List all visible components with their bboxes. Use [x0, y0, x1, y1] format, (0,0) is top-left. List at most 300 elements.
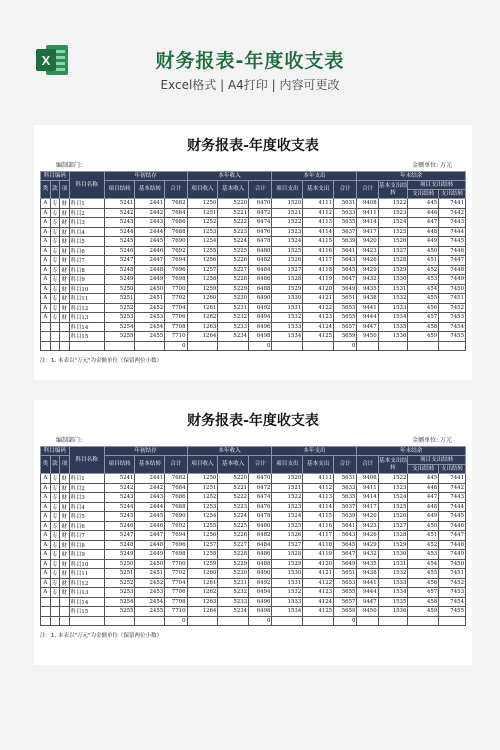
- header-basic-bal: 基本结转: [135, 181, 165, 199]
- table-cell: 5246: [104, 521, 135, 531]
- table-cell: 7710: [165, 332, 187, 342]
- table-cell: 454: [408, 284, 439, 294]
- table-cell: 5246: [104, 246, 135, 256]
- table-cell: 财: [60, 578, 70, 588]
- table-cell: 5651: [334, 294, 357, 304]
- footnote: 注：1. 本表以"万元"为金额单位（保留两位小数）: [40, 358, 163, 364]
- table-cell: 1533: [378, 578, 408, 588]
- table-cell: 6488: [249, 284, 272, 294]
- table-cell: 专: [50, 313, 60, 323]
- table-cell: 财: [60, 540, 70, 550]
- table-cell: 5641: [334, 521, 357, 531]
- table-cell: 1534: [272, 332, 303, 342]
- table-cell: 1251: [187, 483, 218, 493]
- header-proj-exp: 项目支出: [272, 456, 303, 474]
- table-cell: 9426: [357, 531, 378, 541]
- unit-label: 金额单位: 万元: [412, 437, 452, 444]
- table-cell: [187, 341, 218, 351]
- table-cell: 6472: [249, 208, 272, 218]
- table-cell: 科目9: [69, 550, 104, 560]
- table-cell: 5245: [104, 512, 135, 522]
- table-cell: 科目15: [69, 332, 104, 342]
- table-cell: 5249: [104, 550, 135, 560]
- table-cell: 5225: [218, 246, 249, 256]
- table-cell: 专: [50, 512, 60, 522]
- header-lei: 类: [41, 181, 51, 199]
- table-cell: 5244: [104, 502, 135, 512]
- table-cell: 2445: [135, 512, 165, 522]
- header-total-2: 合计: [249, 181, 272, 199]
- table-cell: 专: [50, 474, 60, 484]
- table-cell: 5637: [334, 502, 357, 512]
- table-cell: 7684: [165, 208, 187, 218]
- table-cell: 5241: [104, 199, 135, 209]
- table-cell: [303, 341, 334, 351]
- table-cell: 4118: [303, 265, 334, 275]
- table-cell: 5633: [334, 208, 357, 218]
- table-row: [41, 474, 466, 484]
- header-closing: 年末结余: [357, 172, 466, 181]
- table-cell: A: [41, 559, 51, 569]
- table-cell: 科目11: [69, 569, 104, 579]
- table-cell: 1534: [378, 313, 408, 323]
- table-cell: 2455: [135, 607, 165, 617]
- header-total-3: 合计: [334, 181, 357, 199]
- table-cell: 5233: [218, 322, 249, 332]
- table-cell: 454: [408, 559, 439, 569]
- table-cell: 5649: [334, 559, 357, 569]
- table-cell: 科目9: [69, 275, 104, 285]
- table-cell: 445: [408, 474, 439, 484]
- table-cell: 7443: [439, 218, 466, 228]
- table-cell: 6470: [249, 474, 272, 484]
- table-cell: 1529: [378, 540, 408, 550]
- table-cell: 5230: [218, 294, 249, 304]
- table-cell: 科目13: [69, 313, 104, 323]
- header-proj-expbal: 项目支出结转: [408, 456, 466, 465]
- table-cell: 专: [50, 256, 60, 266]
- table-cell: 6476: [249, 502, 272, 512]
- table-cell: 6474: [249, 218, 272, 228]
- table-cell: 1527: [272, 265, 303, 275]
- table-cell: 449: [408, 237, 439, 247]
- table-cell: A: [41, 588, 51, 598]
- table-cell: 457: [408, 313, 439, 323]
- table-cell: 9441: [357, 578, 378, 588]
- table-cell: 科目1: [69, 474, 104, 484]
- header-total-4: 合计: [357, 456, 378, 474]
- header-total-4: 合计: [357, 181, 378, 199]
- table-cell: [41, 341, 51, 351]
- table-cell: 7446: [439, 246, 466, 256]
- table-cell: [439, 341, 466, 351]
- table-cell: 1528: [378, 256, 408, 266]
- table-cell: 专: [50, 578, 60, 588]
- table-cell: 446: [408, 483, 439, 493]
- finance-table: [40, 171, 466, 351]
- table-row: [41, 578, 466, 588]
- table-cell: 447: [408, 493, 439, 503]
- table-cell: 5232: [218, 313, 249, 323]
- table-cell: 5643: [334, 531, 357, 541]
- table-cell: 5224: [218, 512, 249, 522]
- header-income: 本年收入: [187, 447, 272, 456]
- unit-label: 金额单位: 万元: [412, 162, 452, 169]
- table-cell: 0: [165, 341, 187, 351]
- table-cell: 7449: [439, 550, 466, 560]
- table-cell: 4123: [303, 588, 334, 598]
- table-cell: A: [41, 303, 51, 313]
- table-cell: 5647: [334, 550, 357, 560]
- table-cell: 1258: [187, 275, 218, 285]
- table-cell: 7454: [439, 322, 466, 332]
- table-cell: 1260: [187, 569, 218, 579]
- table-cell: 1531: [378, 284, 408, 294]
- table-cell: 5255: [104, 332, 135, 342]
- table-cell: 1520: [272, 199, 303, 209]
- sheet-page-2: [34, 400, 472, 665]
- table-cell: 7445: [439, 512, 466, 522]
- table-cell: 4116: [303, 246, 334, 256]
- table-cell: 2445: [135, 237, 165, 247]
- table-cell: 6496: [249, 597, 272, 607]
- table-cell: 5229: [218, 559, 249, 569]
- table-cell: 专: [50, 237, 60, 247]
- table-cell: 5248: [104, 540, 135, 550]
- table-row: [41, 303, 466, 313]
- table-cell: 2449: [135, 550, 165, 560]
- table-row: [41, 550, 466, 560]
- table-cell: 5229: [218, 284, 249, 294]
- table-cell: 5249: [104, 275, 135, 285]
- table-cell: 5220: [218, 474, 249, 484]
- header-total-1: 合计: [165, 456, 187, 474]
- table-cell: 5241: [104, 474, 135, 484]
- table-cell: 5231: [218, 578, 249, 588]
- table-cell: 4119: [303, 275, 334, 285]
- table-cell: 5226: [218, 256, 249, 266]
- table-cell: 2446: [135, 246, 165, 256]
- table-cell: 1264: [187, 332, 218, 342]
- table-cell: 7453: [439, 588, 466, 598]
- table-cell: 5242: [104, 208, 135, 218]
- table-cell: 6484: [249, 540, 272, 550]
- table-cell: 447: [408, 218, 439, 228]
- table-cell: [41, 332, 51, 342]
- table-cell: 451: [408, 531, 439, 541]
- table-row: [41, 559, 466, 569]
- table-cell: 455: [408, 294, 439, 304]
- table-cell: 2441: [135, 199, 165, 209]
- header-basic-inc: 基本收入: [218, 181, 249, 199]
- table-cell: 4117: [303, 531, 334, 541]
- table-cell: 459: [408, 607, 439, 617]
- table-cell: [408, 616, 439, 626]
- table-cell: 7442: [439, 208, 466, 218]
- table-cell: A: [41, 521, 51, 531]
- table-row: [41, 246, 466, 256]
- table-cell: 专: [50, 227, 60, 237]
- table-cell: [50, 332, 60, 342]
- table-cell: 1529: [272, 284, 303, 294]
- table-cell: 2447: [135, 531, 165, 541]
- table-cell: 9435: [357, 284, 378, 294]
- table-cell: [60, 322, 70, 332]
- table-cell: [272, 616, 303, 626]
- header-name: 科目名称: [69, 447, 104, 474]
- table-cell: 4112: [303, 208, 334, 218]
- table-cell: 1534: [378, 588, 408, 598]
- table-cell: 2442: [135, 483, 165, 493]
- table-cell: 1531: [272, 303, 303, 313]
- table-cell: 7706: [165, 313, 187, 323]
- table-cell: 1522: [378, 474, 408, 484]
- header-basic-bal: 基本结转: [135, 456, 165, 474]
- table-cell: 1533: [272, 597, 303, 607]
- table-cell: 科目4: [69, 502, 104, 512]
- table-cell: A: [41, 550, 51, 560]
- table-cell: 2443: [135, 493, 165, 503]
- table-cell: A: [41, 502, 51, 512]
- table-cell: 4125: [303, 332, 334, 342]
- table-row: [41, 569, 466, 579]
- table-cell: 科目11: [69, 294, 104, 304]
- table-cell: 6484: [249, 265, 272, 275]
- table-cell: 5254: [104, 322, 135, 332]
- table-cell: A: [41, 265, 51, 275]
- table-cell: 1524: [272, 237, 303, 247]
- table-cell: 财: [60, 303, 70, 313]
- table-row: [41, 607, 466, 617]
- table-cell: 1536: [378, 607, 408, 617]
- table-cell: 财: [60, 199, 70, 209]
- table-cell: 1532: [378, 294, 408, 304]
- table-cell: [41, 607, 51, 617]
- table-cell: 7448: [439, 540, 466, 550]
- table-cell: A: [41, 493, 51, 503]
- table-cell: 5635: [334, 493, 357, 503]
- header-basic-inc: 基本收入: [218, 456, 249, 474]
- table-cell: 1251: [187, 208, 218, 218]
- table-cell: [69, 616, 104, 626]
- table-cell: 1532: [378, 569, 408, 579]
- table-cell: 5223: [218, 502, 249, 512]
- table-cell: 9411: [357, 208, 378, 218]
- table-cell: 7688: [165, 502, 187, 512]
- table-cell: 5657: [334, 597, 357, 607]
- table-cell: 6480: [249, 521, 272, 531]
- table-cell: A: [41, 483, 51, 493]
- header-xiang: 项: [60, 456, 70, 474]
- header-code: 科目编码: [41, 447, 70, 456]
- table-cell: [187, 616, 218, 626]
- table-cell: 科目3: [69, 493, 104, 503]
- table-cell: 7708: [165, 597, 187, 607]
- table-cell: 1536: [378, 332, 408, 342]
- table-cell: 6490: [249, 294, 272, 304]
- table-cell: 4117: [303, 256, 334, 266]
- table-cell: [41, 597, 51, 607]
- table-cell: 2442: [135, 208, 165, 218]
- table-cell: 6476: [249, 227, 272, 237]
- table-cell: 2451: [135, 569, 165, 579]
- table-cell: 9450: [357, 607, 378, 617]
- sheet-page-1: [34, 125, 472, 380]
- table-cell: 4119: [303, 550, 334, 560]
- table-cell: 5651: [334, 569, 357, 579]
- table-cell: 4124: [303, 322, 334, 332]
- table-row: [41, 341, 466, 351]
- table-cell: 9417: [357, 502, 378, 512]
- table-cell: 446: [408, 208, 439, 218]
- table-cell: 财: [60, 237, 70, 247]
- table-cell: 5250: [104, 284, 135, 294]
- table-cell: [272, 341, 303, 351]
- table-cell: 专: [50, 550, 60, 560]
- table-cell: 2441: [135, 474, 165, 484]
- table-cell: 1254: [187, 237, 218, 247]
- header-expense: 本年支出: [272, 172, 357, 181]
- table-cell: 5247: [104, 256, 135, 266]
- table-cell: 科目4: [69, 227, 104, 237]
- header-expense: 本年支出: [272, 447, 357, 456]
- table-cell: 6488: [249, 559, 272, 569]
- table-cell: 1524: [378, 218, 408, 228]
- table-cell: 科目13: [69, 588, 104, 598]
- table-cell: [60, 332, 70, 342]
- table-cell: 458: [408, 597, 439, 607]
- table-cell: 4122: [303, 578, 334, 588]
- table-cell: 2453: [135, 313, 165, 323]
- table-cell: A: [41, 474, 51, 484]
- table-cell: 5637: [334, 227, 357, 237]
- table-cell: 456: [408, 303, 439, 313]
- header-basic-expbal: 基本支出结转: [378, 456, 408, 474]
- table-cell: 7442: [439, 483, 466, 493]
- table-cell: 财: [60, 493, 70, 503]
- table-cell: 5244: [104, 227, 135, 237]
- table-cell: [50, 597, 60, 607]
- table-cell: 9438: [357, 569, 378, 579]
- table-cell: 2452: [135, 303, 165, 313]
- table-cell: 4111: [303, 199, 334, 209]
- table-cell: 7682: [165, 474, 187, 484]
- table-cell: 5635: [334, 218, 357, 228]
- table-cell: 2450: [135, 284, 165, 294]
- table-cell: 5653: [334, 578, 357, 588]
- table-cell: 445: [408, 199, 439, 209]
- table-cell: 专: [50, 294, 60, 304]
- table-cell: 6482: [249, 256, 272, 266]
- table-cell: 专: [50, 246, 60, 256]
- table-cell: 5221: [218, 483, 249, 493]
- table-cell: 1258: [187, 550, 218, 560]
- table-row: [41, 540, 466, 550]
- table-cell: 7445: [439, 237, 466, 247]
- table-cell: 1530: [272, 569, 303, 579]
- table-cell: 7441: [439, 199, 466, 209]
- table-cell: 5226: [218, 531, 249, 541]
- svg-text:X: X: [41, 53, 51, 68]
- table-cell: [50, 607, 60, 617]
- table-cell: 4120: [303, 559, 334, 569]
- table-cell: 1526: [272, 531, 303, 541]
- header-xiang: 项: [60, 181, 70, 199]
- table-cell: 6490: [249, 569, 272, 579]
- table-cell: 9408: [357, 199, 378, 209]
- header-total-1: 合计: [165, 181, 187, 199]
- table-cell: 1528: [272, 275, 303, 285]
- table-cell: 7682: [165, 199, 187, 209]
- table-cell: 7704: [165, 578, 187, 588]
- table-cell: 5227: [218, 540, 249, 550]
- table-cell: 5643: [334, 256, 357, 266]
- table-cell: 7443: [439, 493, 466, 503]
- table-cell: 5251: [104, 294, 135, 304]
- table-cell: 1252: [187, 493, 218, 503]
- table-cell: 科目2: [69, 483, 104, 493]
- table-cell: 专: [50, 199, 60, 209]
- table-cell: 7708: [165, 322, 187, 332]
- table-cell: 450: [408, 246, 439, 256]
- table-cell: 7451: [439, 569, 466, 579]
- table-cell: 448: [408, 502, 439, 512]
- table-cell: 专: [50, 483, 60, 493]
- table-row: [41, 256, 466, 266]
- table-cell: [50, 341, 60, 351]
- table-cell: 4121: [303, 294, 334, 304]
- table-cell: 450: [408, 521, 439, 531]
- table-cell: [218, 341, 249, 351]
- table-cell: 5253: [104, 588, 135, 598]
- table-cell: 457: [408, 588, 439, 598]
- table-cell: 1524: [378, 493, 408, 503]
- table-cell: A: [41, 199, 51, 209]
- table-cell: 9420: [357, 512, 378, 522]
- header-opening: 年初结存: [104, 447, 187, 456]
- table-cell: 5220: [218, 199, 249, 209]
- table-cell: 1523: [272, 502, 303, 512]
- table-cell: 6498: [249, 607, 272, 617]
- table-cell: 0: [249, 341, 272, 351]
- table-cell: 科目3: [69, 218, 104, 228]
- table-cell: 1261: [187, 578, 218, 588]
- table-cell: 专: [50, 569, 60, 579]
- table-cell: 5655: [334, 588, 357, 598]
- table-cell: 2448: [135, 265, 165, 275]
- table-cell: 科目8: [69, 265, 104, 275]
- table-cell: [135, 616, 165, 626]
- table-row: [41, 313, 466, 323]
- table-cell: 专: [50, 588, 60, 598]
- table-row: [41, 493, 466, 503]
- table-cell: 4115: [303, 512, 334, 522]
- table-cell: 9444: [357, 313, 378, 323]
- table-cell: 7455: [439, 332, 466, 342]
- header-expbal-b: 支出结转: [439, 465, 466, 474]
- table-cell: 1527: [272, 540, 303, 550]
- table-cell: 5231: [218, 303, 249, 313]
- table-cell: 财: [60, 559, 70, 569]
- table-cell: 1529: [272, 559, 303, 569]
- table-cell: 7696: [165, 265, 187, 275]
- table-cell: A: [41, 246, 51, 256]
- footnote: 注：1. 本表以"万元"为金额单位（保留两位小数）: [40, 633, 163, 639]
- table-row: [41, 208, 466, 218]
- table-cell: 5245: [104, 237, 135, 247]
- table-cell: 9414: [357, 218, 378, 228]
- table-cell: 财: [60, 502, 70, 512]
